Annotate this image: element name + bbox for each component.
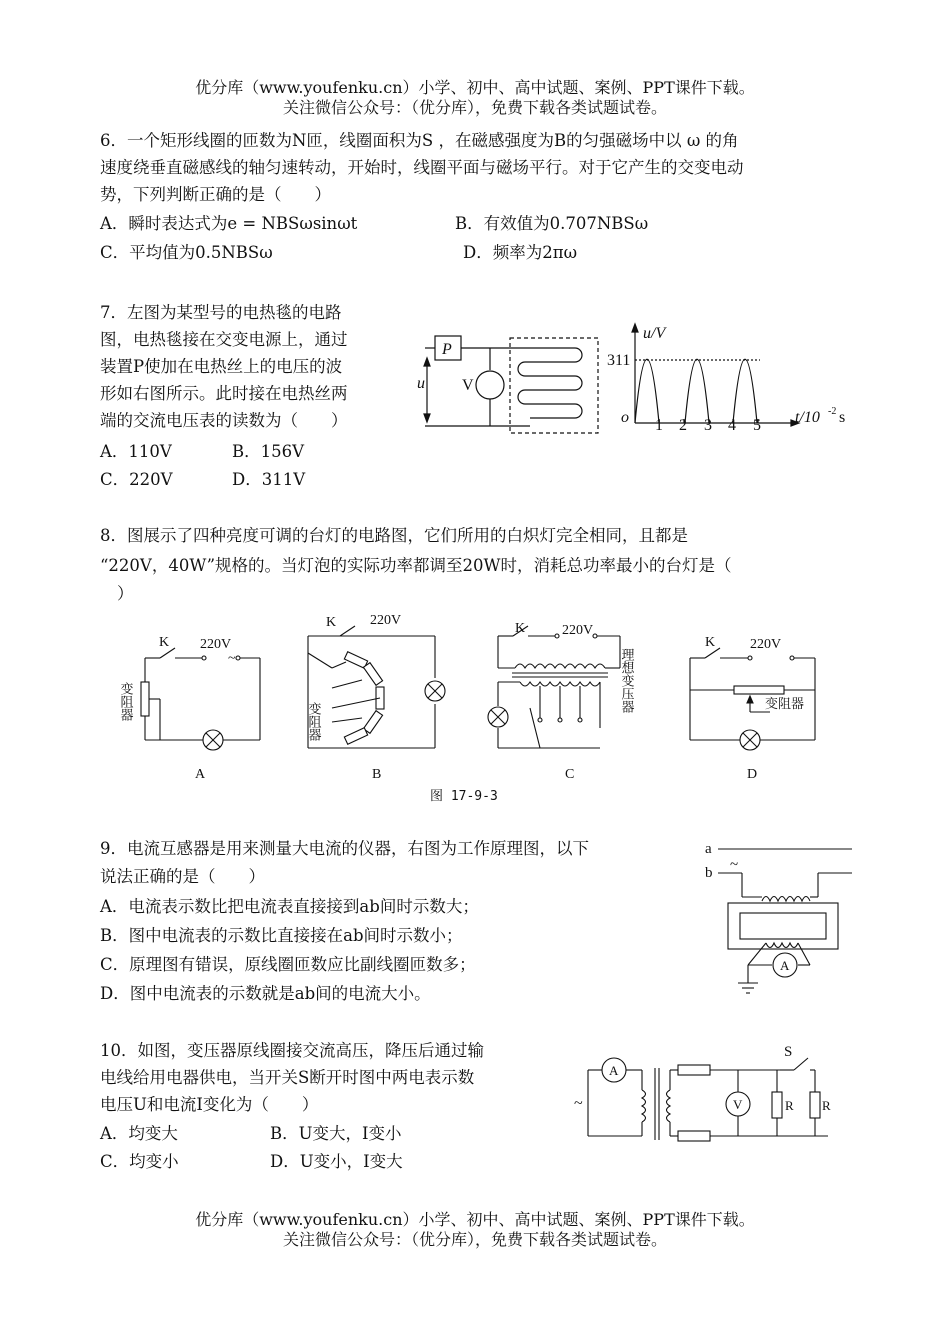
q7-line-1: 7．左图为某型号的电热毯的电路	[100, 303, 342, 322]
label-c: C	[565, 767, 575, 782]
q9-option-c: C．原理图有错误，原线圈匝数应比副线圈匝数多；	[100, 955, 476, 974]
header-line-1: 优分库（www.youfenku.cn）小学、初中、高中试题、案例、PPT课件下载。	[195, 78, 755, 97]
q9-line-1: 9．电流互感器是用来测量大电流的仪器，右图为工作原理图，以下	[100, 839, 589, 858]
tick-2: 2	[679, 417, 687, 434]
ac-symbol: ~	[730, 857, 739, 873]
tick-3: 3	[704, 417, 712, 434]
figure-caption: 图 17-9-3	[430, 789, 498, 804]
q8-line-1: 8．图展示了四种亮度可调的台灯的电路图，它们所用的白炽灯完全相同，且都是	[100, 526, 688, 545]
label-b: B	[372, 767, 382, 782]
q10-line-1: 10．如图，变压器原线圈接交流高压，降压后通过输	[100, 1041, 484, 1060]
q7-line-3: 装置P使加在电热丝上的电压的波	[100, 357, 343, 376]
q7-line-2: 图，电热毯接在交变电源上，通过	[100, 330, 348, 349]
circuit-c	[488, 626, 620, 748]
terminal-a: a	[705, 841, 712, 857]
q9-figure	[700, 835, 860, 1010]
q8-line-3: ）	[117, 584, 134, 603]
ac-source-symbol: ~	[574, 1095, 583, 1112]
q6-line-2: 速度绕垂直磁感线的轴匀速转动，开始时，线圈平面与磁场平行。对于它产生的交变电动	[100, 158, 744, 177]
q8-line-2: “220V，40W”规格的。当灯泡的实际功率都调至20W时，消耗总功率最小的台灯是（	[100, 556, 732, 575]
d-rheostat-label: 变阻器	[765, 696, 805, 711]
q6-option-b: B．有效值为0.707NBSω	[455, 214, 649, 233]
terminal-b: b	[705, 865, 713, 881]
y-axis-label: u/V	[643, 325, 666, 342]
voltmeter-icon	[476, 371, 504, 399]
c-switch-k: K	[515, 621, 526, 636]
core-inner	[740, 913, 826, 939]
q8-figure	[100, 608, 860, 808]
circuit-a	[141, 648, 260, 750]
q6-line-3: 势，下列判断正确的是（ ）	[100, 185, 331, 204]
x-axis-unit: s	[839, 409, 846, 426]
q7-line-5: 端的交流电压表的读数为（ ）	[100, 411, 348, 430]
v-label: V	[462, 377, 474, 394]
q7-line-4: 形如右图所示。此时接在电热丝两	[100, 384, 348, 403]
q9-option-b: B．图中电流表的示数比直接接在ab间时示数小；	[100, 926, 463, 945]
a-voltage: 220V	[200, 637, 232, 652]
q7-option-b: B．156V	[232, 442, 305, 461]
a-ac: ~	[228, 651, 236, 666]
q7-option-a: A．110V	[100, 442, 172, 461]
d-voltage: 220V	[750, 637, 782, 652]
q10-option-b: B．U变大，I变小	[270, 1124, 402, 1143]
x-axis-label: t/10	[795, 409, 820, 426]
q6-option-a: A．瞬时表达式为e = NBSωsinωt	[100, 214, 358, 233]
x-axis-exponent: -2	[828, 406, 837, 417]
c-voltage: 220V	[562, 623, 594, 638]
q10-option-c: C．均变小	[100, 1152, 179, 1171]
tick-5: 5	[753, 417, 761, 434]
p-label: P	[442, 341, 452, 358]
footer-line-2: 关注微信公众号：（优分库），免费下载各类试题试卷。	[282, 1230, 667, 1249]
q7-option-d: D．311V	[232, 470, 306, 489]
circuit-b	[308, 626, 445, 748]
u-label: u	[417, 375, 425, 392]
ammeter-label: A	[609, 1063, 619, 1078]
q10-line-3: 电压U和电流I变化为（ ）	[100, 1095, 319, 1114]
resistor-r1	[772, 1092, 782, 1118]
origin-label: o	[621, 409, 629, 426]
q7-option-c: C．220V	[100, 470, 173, 489]
r2-label: R	[822, 1098, 831, 1113]
a-switch-k: K	[159, 635, 170, 650]
q9-option-a: A．电流表示数比把电流表直接接到ab间时示数大；	[100, 897, 479, 916]
tick-1: 1	[655, 417, 663, 434]
b-voltage: 220V	[370, 613, 402, 628]
q6-option-c: C．平均值为0.5NBSω	[100, 243, 273, 262]
q10-line-2: 电线给用电器供电，当开关S断开时图中两电表示数	[100, 1068, 475, 1087]
peak-label: 311	[607, 352, 631, 369]
header-line-2: 关注微信公众号：（优分库），免费下载各类试题试卷。	[282, 98, 667, 117]
b-switch-k: K	[326, 615, 337, 630]
resistor-r2	[810, 1092, 820, 1118]
switch-label: S	[784, 1044, 793, 1060]
label-a: A	[195, 767, 206, 782]
r1-label: R	[785, 1098, 794, 1113]
q10-option-d: D．U变小，I变大	[270, 1152, 403, 1171]
voltmeter-label: V	[733, 1097, 743, 1112]
d-switch-k: K	[705, 635, 716, 650]
label-d: D	[747, 767, 758, 782]
b-rheostat-label: 变阻器	[306, 702, 322, 741]
footer-line-1: 优分库（www.youfenku.cn）小学、初中、高中试题、案例、PPT课件下载。	[195, 1210, 755, 1229]
c-ideal-transformer-label: 理想变压器	[619, 648, 635, 713]
line-resistor-bottom	[678, 1131, 710, 1141]
tick-4: 4	[728, 417, 736, 434]
q6-line-1: 6．一个矩形线圈的匝数为N匝，线圈面积为S ，在磁感强度为B的匀强磁场中以 ω 的角	[100, 131, 739, 150]
q9-option-d: D．图中电流表的示数就是ab间的电流大小。	[100, 984, 431, 1003]
line-resistor-top	[678, 1065, 710, 1075]
q9-line-2: 说法正确的是（ ）	[100, 867, 265, 886]
heating-blanket-box	[510, 338, 598, 433]
a-rheostat-label: 变阻器	[118, 682, 134, 721]
q10-figure	[570, 1040, 845, 1145]
core-outer	[728, 903, 838, 949]
q6-option-d: D．频率为2πω	[463, 243, 578, 262]
q7-figure	[415, 318, 855, 438]
q10-option-a: A．均变大	[100, 1124, 178, 1143]
ammeter-label: A	[780, 958, 790, 973]
